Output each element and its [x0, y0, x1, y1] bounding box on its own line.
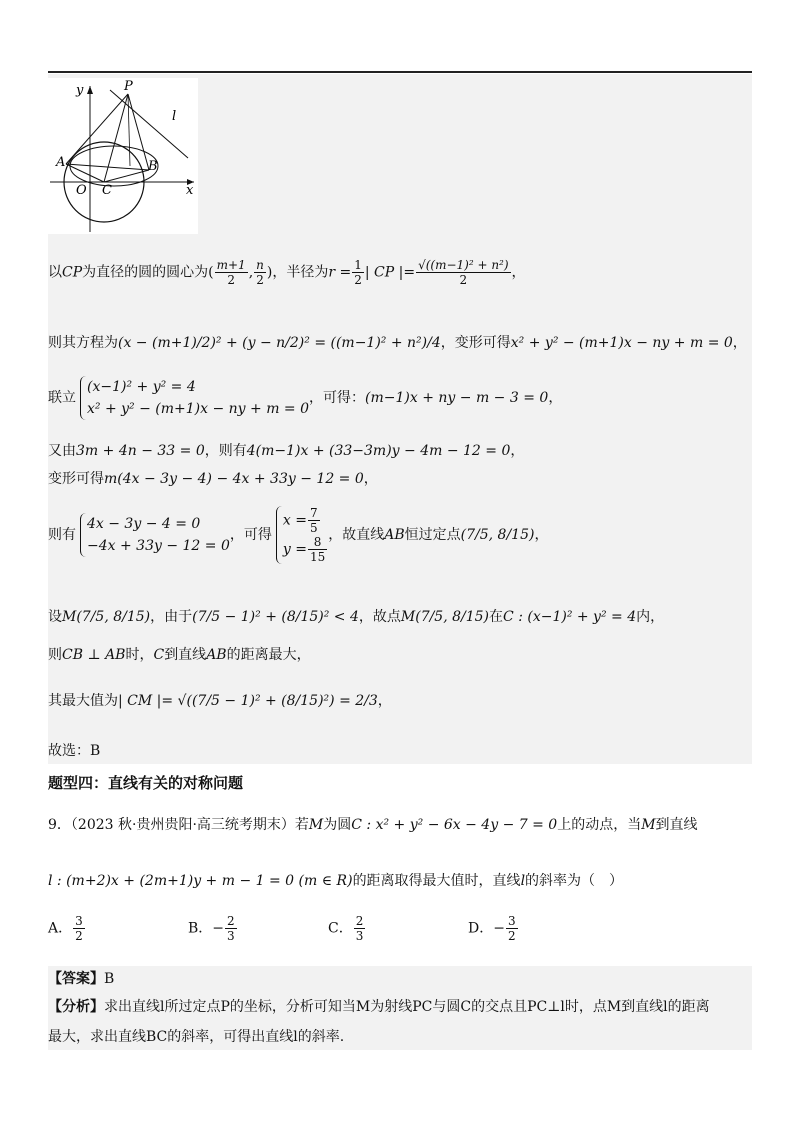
- axis-label-y: y: [76, 83, 84, 98]
- solution-system: x = $\frac{7}{5}$ y = $\frac{8}{15}$: [276, 506, 328, 564]
- fraction: $\frac{n}{2}$: [256, 258, 264, 287]
- option-b[interactable]: B．− $\frac{2}{3}$: [188, 914, 235, 943]
- geometry-figure: [48, 78, 198, 234]
- option-d[interactable]: D．− $\frac{3}{2}$: [468, 914, 516, 943]
- equation-system: (x−1)² + y² = 4 x² + y² − (m+1)x − ny + m = 0: [80, 376, 309, 420]
- axis-label-x: x: [186, 183, 194, 198]
- point-label-b: B: [148, 159, 158, 174]
- solution-line-3: 联立 (x−1)² + y² = 4 x² + y² − (m+1)x − ny + m = 0 ，可得：(m−1)x + ny − m − 3 = 0，: [48, 376, 562, 420]
- fraction: $\frac{m+1}{2}$: [216, 258, 246, 287]
- point-label-p: P: [124, 79, 133, 94]
- math-expression: | CM |= √((7/5 − 1)² + (8/15)²) = 2/3: [118, 693, 378, 709]
- option-a[interactable]: A． $\frac{3}{2}$: [48, 914, 83, 943]
- math-expression: (x − (m+1)/2)² + (y − n/2)² = ((m−1)² + n²)/4: [118, 335, 441, 351]
- solution-line-2: 则其方程为(x − (m+1)/2)² + (y − n/2)² = ((m−1)² + n²)/4，变形可得x² + y² − (m+1)x − ny + m = 0，: [48, 335, 747, 351]
- equation-system: 4x − 3y − 4 = 0 −4x + 33y − 12 = 0: [80, 513, 230, 557]
- solution-line-1: 以CP为直径的圆的圆心为( $\frac{m+1}{2}$ , $\frac{n}{2}$ )，半径为r = $\frac{1}{2}$ | CP |= $\frac{\text{√((m−1)² + n²)}}{2}$ ，: [48, 258, 526, 287]
- fraction: $\frac{\text{√((m−1)² + n²)}}{2}$: [418, 258, 509, 287]
- line-label-l: l: [172, 109, 177, 124]
- header-rule: [48, 71, 752, 73]
- solution-line-9: 其最大值为| CM |= √((7/5 − 1)² + (8/15)²) = 2/3，: [48, 693, 392, 709]
- math-expression: (m−1)x + ny − m − 3 = 0: [365, 390, 549, 406]
- analysis-line-1: 【分析】求出直线l所过定点P的坐标，分析可知当M为射线PC与圆C的交点且PC⊥l时，点M到直线l的距离: [48, 999, 710, 1015]
- section-title: 题型四：直线有关的对称问题: [48, 774, 244, 792]
- solution-line-8: 则CB ⊥ AB时，C到直线AB的距离最大，: [48, 647, 311, 663]
- answer-line: 【答案】B: [48, 971, 115, 987]
- analysis-line-2: 最大，求出直线BC的斜率，可得出直线l的斜率.: [48, 1029, 345, 1045]
- fraction: $\frac{1}{2}$: [354, 258, 362, 287]
- solution-line-6: 则有 4x − 3y − 4 = 0 −4x + 33y − 12 = 0 ，可得 x = $\frac{7}{5}$ y = $\frac{8}{15}$ ，故直线AB恒过定点(7/5, 8/15)，: [48, 506, 549, 564]
- math-expression: x² + y² − (m+1)x − ny + m = 0: [510, 335, 733, 351]
- origin-label-o: O: [76, 183, 87, 198]
- solution-line-7: 设M(7/5, 8/15)，由于(7/5 − 1)² + (8/15)² < 4，故点M(7/5, 8/15)在C : (x−1)² + y² = 4内，: [48, 609, 665, 625]
- question-line-2: l : (m+2)x + (2m+1)y + m − 1 = 0 (m ∈ R)的距离取得最大值时，直线l的斜率为（ ）: [48, 873, 624, 889]
- point-label-c: C: [102, 183, 112, 198]
- solution-conclusion: 故选：B: [48, 743, 101, 759]
- point-label-a: A: [56, 155, 66, 170]
- option-c[interactable]: C． $\frac{2}{3}$: [328, 914, 364, 943]
- solution-line-5: 变形可得m(4x − 3y − 4) − 4x + 33y − 12 = 0，: [48, 471, 378, 487]
- solution-line-4: 又由3m + 4n − 33 = 0，则有4(m−1)x + (33−3m)y − 4m − 12 = 0，: [48, 443, 525, 459]
- question-line-1: 9．（2023 秋·贵州贵阳·高三统考期末）若M为圆C : x² + y² − 6x − 4y − 7 = 0上的动点，当M到直线: [48, 817, 698, 833]
